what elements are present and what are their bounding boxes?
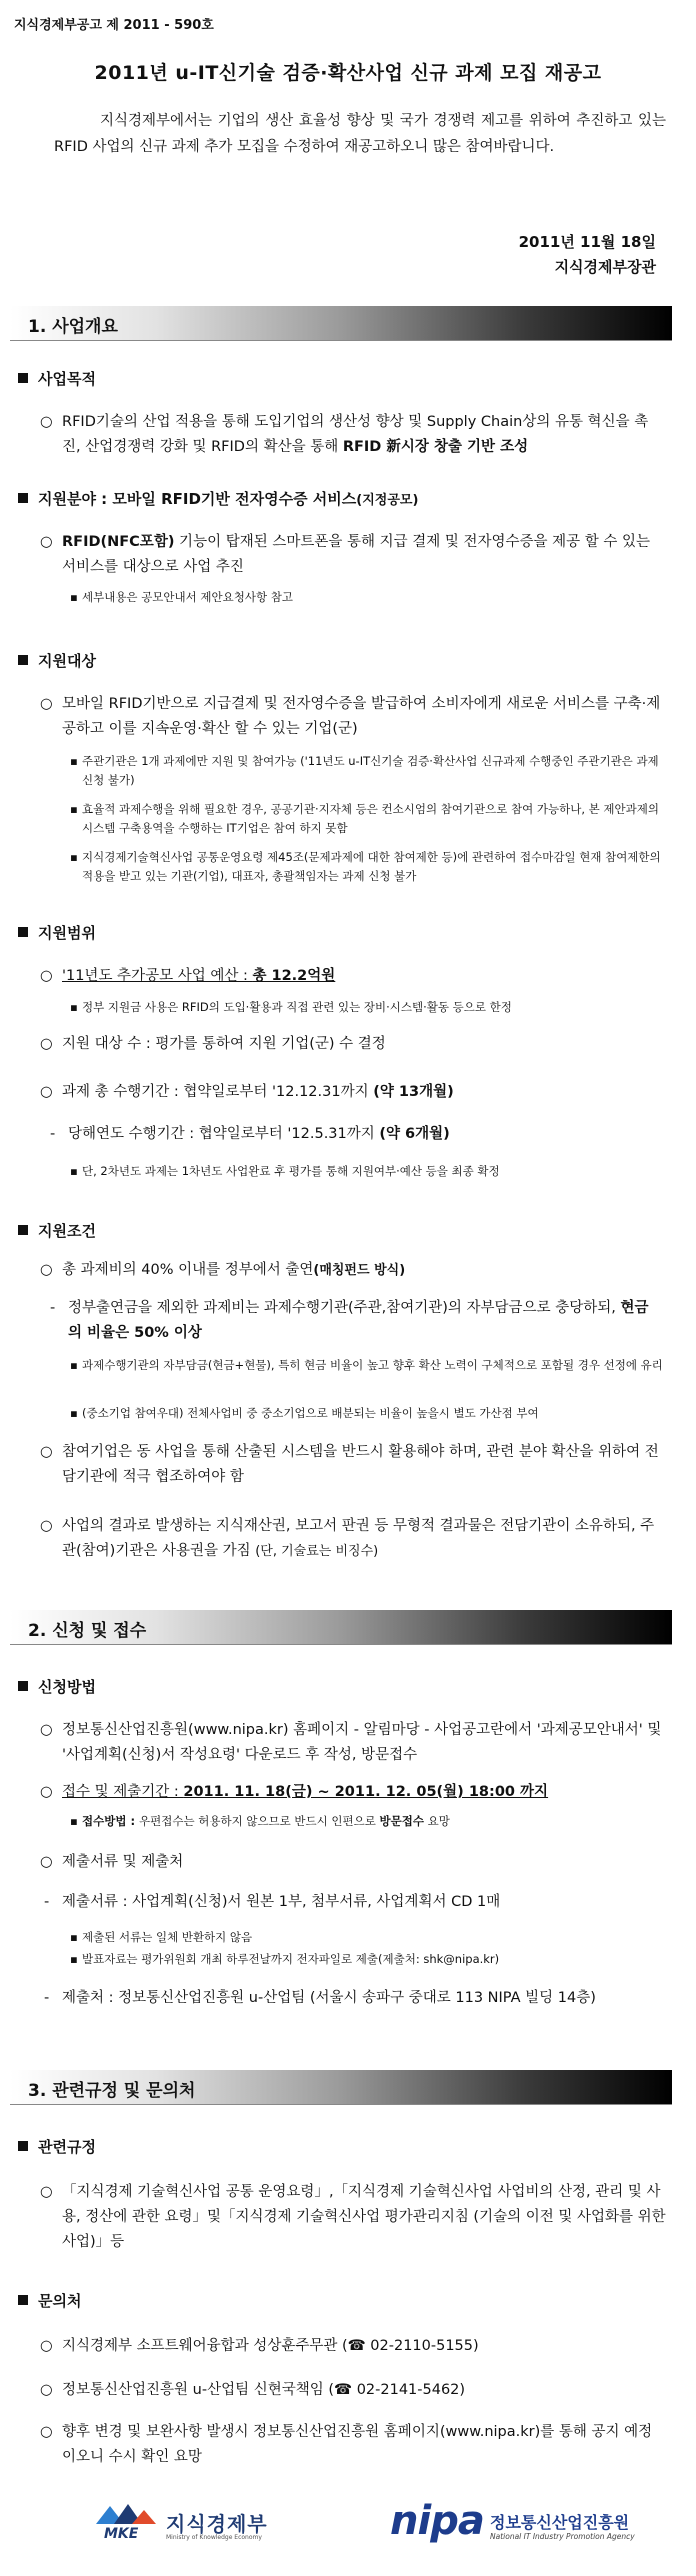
scope-count: ○ 지원 대상 수 : 평가를 통하여 지원 기업(군) 수 결정: [40, 1032, 666, 1057]
circle-bullet-icon: ○: [40, 1262, 53, 1278]
small-square-bullet-icon: ▪: [70, 850, 78, 864]
subheading-condition: 지원조건: [18, 1220, 96, 1241]
rules-item: ○ 「지식경제 기술혁신사업 공통 운영요령」,「지식경제 기술혁신사업 사업비의 산정, 관리 및 사용, 정산에 관한 요령」및「지식경제 기술혁신사업 평가관리지침 (기술의 이전 및 사업화를 위한 사업)」등: [40, 2180, 666, 2255]
square-bullet-icon: [18, 1225, 28, 1235]
small-square-bullet-icon: ▪: [70, 802, 78, 816]
condition-item: ○ 사업의 결과로 발생하는 지식재산권, 보고서 판권 등 무형적 결과물은 전담기관이 소유하되, 주관(참여)기관은 사용권을 가짐 (단, 기술료는 비징수): [40, 1514, 666, 1564]
apply-item: ○ 정보통신산업진흥원(www.nipa.kr) 홈페이지 - 알림마당 - 사업공고란에서 '과제공모안내서' 및 '사업계획(신청)서 작성요령' 다운로드 후 작성, 방문접수: [40, 1718, 666, 1768]
circle-bullet-icon: ○: [40, 2382, 53, 2398]
section-title: 1. 사업개요: [28, 317, 118, 337]
condition-note: ▪ (중소기업 참여우대) 전체사업비 중 중소기업으로 배분되는 비율이 높을시 별도 가산점 부여: [70, 1404, 666, 1423]
docs-place: - 제출처 : 정보통신산업진흥원 u-산업팀 (서울시 송파구 중대로 113 NIPA 빌딩 14층): [44, 1986, 652, 2011]
contact-item: ○ 향후 변경 및 보완사항 발생시 정보통신산업진흥원 홈페이지(www.nipa.kr)를 통해 공지 예정이오니 수시 확인 요망: [40, 2420, 666, 2470]
small-square-bullet-icon: ▪: [70, 1000, 78, 1014]
apply-period-note: ▪ 접수방법 : 우편접수는 허용하지 않으므로 반드시 인편으로 방문접수 요망: [70, 1812, 666, 1831]
small-square-bullet-icon: ▪: [70, 1164, 78, 1178]
small-square-bullet-icon: ▪: [70, 1814, 78, 1828]
docs-note: ▪ 제출된 서류는 일체 반환하지 않음: [70, 1928, 666, 1947]
page-title: 2011년 u-IT신기술 검증·확산사업 신규 과제 모집 재공고: [94, 62, 602, 84]
circle-bullet-icon: ○: [40, 2338, 53, 2354]
issuer: 지식경제부장관: [554, 258, 656, 276]
contact-item: ○ 정보통신산업진흥원 u-산업팀 신현국책임 (☎ 02-2141-5462): [40, 2378, 666, 2403]
nipa-english: National IT Industry Promotion Agency: [490, 2532, 635, 2541]
section-title: 3. 관련규정 및 문의처: [28, 2081, 196, 2101]
small-square-bullet-icon: ▪: [70, 590, 78, 604]
section-title: 2. 신청 및 접수: [28, 1621, 147, 1641]
circle-bullet-icon: ○: [40, 2184, 53, 2200]
condition-note: ▪ 과제수행기관의 자부담금(현금+현물), 특히 현금 비율이 높고 향후 확산 노력이 구체적으로 포함될 경우 선정에 유리: [70, 1356, 666, 1375]
circle-bullet-icon: ○: [40, 1036, 53, 1052]
target-note: ▪ 지식경제기술혁신사업 공통운영요령 제45조(문제과제에 대한 참여제한 등)에 관련하여 접수마감일 현재 참여제한의 적용을 받고 있는 기관(기업), 대표자, 총괄책임자는 과제 신청 불가: [70, 850, 661, 883]
square-bullet-icon: [18, 2141, 28, 2151]
docs-note: ▪ 발표자료는 평가위원회 개최 하루전날까지 전자파일로 제출(제출처: shk@nipa.kr): [70, 1950, 666, 1969]
nipa-name: 정보통신산업진흥원: [490, 2513, 630, 2532]
subheading-target: 지원대상: [18, 650, 96, 671]
subheading-scope: 지원범위: [18, 922, 96, 943]
square-bullet-icon: [18, 2295, 28, 2305]
circle-bullet-icon: ○: [40, 696, 53, 712]
circle-bullet-icon: ○: [40, 1784, 53, 1800]
subheading-rules: 관련규정: [18, 2136, 96, 2157]
intro-paragraph: 지식경제부에서는 기업의 생산 효율성 향상 및 국가 경쟁력 제고를 위하여 추진하고 있는 RFID 사업의 신규 과제 추가 모집을 수정하여 재공고하오니 많은 참여바랍니다.: [54, 113, 666, 155]
square-bullet-icon: [18, 1681, 28, 1691]
scope-period: ○ 과제 총 수행기간 : 협약일로부터 '12.12.31까지 (약 13개월): [40, 1080, 666, 1105]
scope-year: - 당해연도 수행기간 : 협약일로부터 '12.5.31까지 (약 6개월): [50, 1122, 658, 1147]
dash-bullet-icon: -: [44, 1894, 50, 1910]
small-square-bullet-icon: ▪: [70, 1358, 78, 1372]
circle-bullet-icon: ○: [40, 1518, 53, 1534]
section-header-overview: [10, 306, 672, 341]
mke-logo: [96, 2500, 326, 2550]
section-header-application: [10, 1610, 672, 1645]
circle-bullet-icon: ○: [40, 968, 53, 984]
apply-period: ○ 접수 및 제출기간 : 2011. 11. 18(금) ~ 2011. 12. 05(월) 18:00 까지: [40, 1780, 666, 1805]
docs-item: - 제출서류 : 사업계획(신청)서 원본 1부, 첨부서류, 사업계획서 CD 1매: [44, 1890, 652, 1915]
target-note: ▪ 효율적 과제수행을 위해 필요한 경우, 공공기관·지자체 등은 컨소시엄의 참여기관으로 참여 가능하나, 본 제안과제의 시스템 구축용역을 수행하는 IT기업은 참여 하지 못함: [70, 802, 659, 835]
nipa-wordmark: nipa: [390, 2498, 484, 2544]
dash-bullet-icon: -: [50, 1300, 56, 1316]
notice-number: 지식경제부공고 제 2011 - 590호: [14, 18, 214, 33]
scope-budget-note: ▪ 정부 지원금 사용은 RFID의 도입·활용과 직접 관련 있는 장비·시스템·활동 등으로 한정: [70, 998, 666, 1017]
condition-item: - 정부출연금을 제외한 과제비는 과제수행기관(주관,참여기관)의 자부담금으로 충당하되, 현금의 비율은 50% 이상: [50, 1296, 658, 1346]
subheading-purpose: 사업목적: [18, 368, 96, 389]
dash-bullet-icon: -: [50, 1126, 56, 1142]
mke-english: Ministry of Knowledge Economy: [166, 2534, 262, 2541]
dash-bullet-icon: -: [44, 1990, 50, 2006]
square-bullet-icon: [18, 493, 28, 503]
small-square-bullet-icon: ▪: [70, 1930, 78, 1944]
contact-item: ○ 지식경제부 소프트웨어융합과 성상훈주무관 (☎ 02-2110-5155): [40, 2334, 666, 2359]
circle-bullet-icon: ○: [40, 1444, 53, 1460]
square-bullet-icon: [18, 655, 28, 665]
subheading-contact: 문의처: [18, 2290, 81, 2311]
mke-letters: MKE: [104, 2526, 139, 2542]
square-bullet-icon: [18, 927, 28, 937]
subheading-field: 지원분야 : 모바일 RFID기반 전자영수증 서비스(지정공모): [18, 488, 418, 509]
announce-date: 2011년 11월 18일: [518, 233, 656, 251]
nipa-logo: [386, 2494, 676, 2554]
circle-bullet-icon: ○: [40, 1854, 53, 1870]
circle-bullet-icon: ○: [40, 1084, 53, 1100]
square-bullet-icon: [18, 373, 28, 383]
docs-heading: ○ 제출서류 및 제출처: [40, 1850, 666, 1875]
target-note: ▪ 주관기관은 1개 과제에만 지원 및 참여가능 ('11년도 u-IT신기술 검증·확산사업 신규과제 수행중인 주관기관은 과제 신청 불가): [70, 754, 659, 787]
scope-budget: ○ '11년도 추가공모 사업 예산 : 총 12.2억원: [40, 964, 666, 989]
condition-item: ○ 총 과제비의 40% 이내를 정부에서 출연(매칭펀드 방식): [40, 1258, 666, 1283]
circle-bullet-icon: ○: [40, 534, 53, 550]
small-square-bullet-icon: ▪: [70, 1406, 78, 1420]
subheading-apply: 신청방법: [18, 1676, 96, 1697]
small-square-bullet-icon: ▪: [70, 754, 78, 768]
field-note: ▪ 세부내용은 공모안내서 제안요청사항 참고: [70, 588, 666, 607]
small-square-bullet-icon: ▪: [70, 1952, 78, 1966]
purpose-item: ○ RFID기술의 산업 적용을 통해 도입기업의 생산성 향상 및 Supply Chain상의 유통 혁신을 촉진, 산업경쟁력 강화 및 RFID의 확산을 통해 RFID 新시장 창출 기반 조성: [40, 410, 666, 460]
circle-bullet-icon: ○: [40, 2424, 53, 2440]
circle-bullet-icon: ○: [40, 1722, 53, 1738]
section-header-rules-contact: [10, 2070, 672, 2105]
target-item: ○ 모바일 RFID기반으로 지급결제 및 전자영수증을 발급하여 소비자에게 새로운 서비스를 구축·제공하고 이를 지속운영·확산 할 수 있는 기업(군): [40, 692, 666, 742]
scope-year-note: ▪ 단, 2차년도 과제는 1차년도 사업완료 후 평가를 통해 지원여부·예산 등을 최종 확정: [70, 1162, 666, 1181]
date-block: [519, 230, 656, 280]
circle-bullet-icon: ○: [40, 414, 53, 430]
field-item: ○ RFID(NFC포함) 기능이 탑재된 스마트폰을 통해 지급 결제 및 전자영수증을 제공 할 수 있는 서비스를 대상으로 사업 추진: [40, 530, 666, 580]
mke-name: 지식경제부: [166, 2512, 268, 2536]
condition-item: ○ 참여기업은 동 사업을 통해 산출된 시스템을 반드시 활용해야 하며, 관련 분야 확산을 위하여 전담기관에 적극 협조하여야 함: [40, 1440, 666, 1490]
